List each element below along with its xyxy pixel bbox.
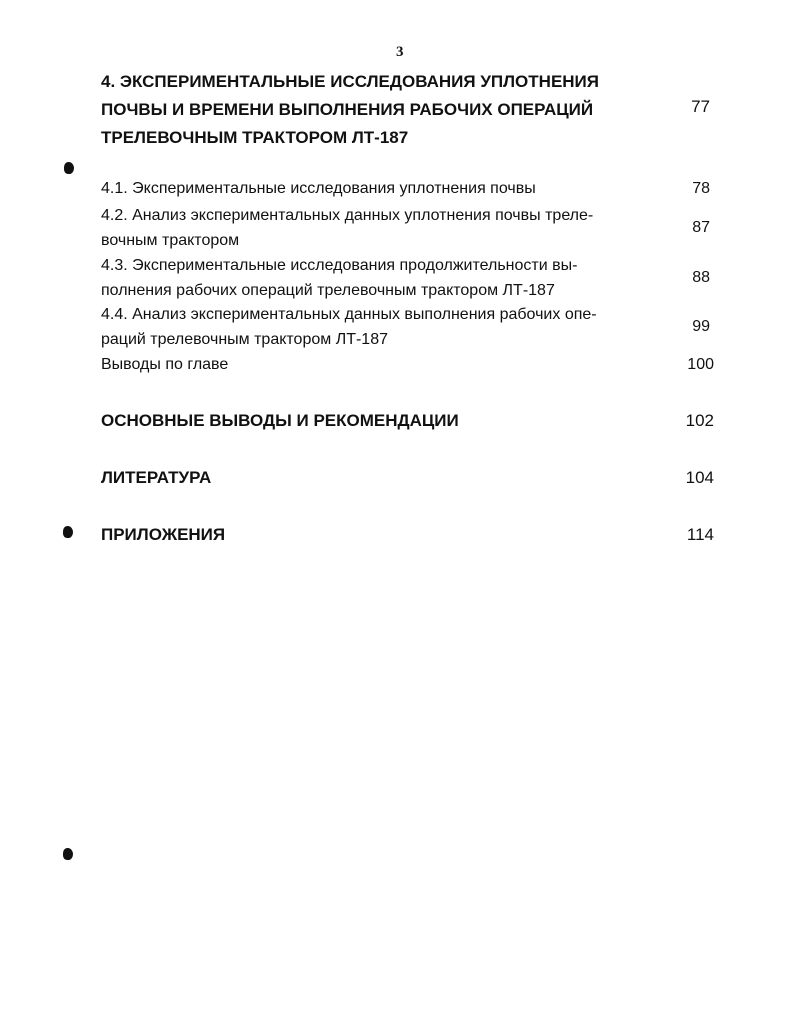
page-number: 3 bbox=[396, 44, 404, 60]
main-entry-page: 114 bbox=[686, 525, 714, 544]
section-title bbox=[101, 203, 593, 253]
section-page: 88 bbox=[692, 269, 710, 286]
section-title-line: 4.3. Экспериментальные исследования продолжительности вы- bbox=[101, 257, 578, 274]
main-entry-page: 104 bbox=[685, 468, 714, 487]
binder-hole-mark bbox=[63, 848, 73, 860]
chapter-title bbox=[101, 68, 599, 152]
section-page: 78 bbox=[692, 180, 710, 197]
section-title-line: 4.2. Анализ экспериментальных данных уплотнения почвы треле- bbox=[101, 207, 594, 224]
section-title-line: 4.1. Экспериментальные исследования уплотнения почвы bbox=[101, 180, 536, 197]
section-title-line: раций трелевочным трактором ЛТ-187 bbox=[101, 331, 388, 348]
section-title bbox=[101, 302, 597, 352]
section-page: 100 bbox=[687, 356, 714, 373]
main-entry-page: 102 bbox=[685, 411, 714, 430]
section-title bbox=[101, 176, 536, 201]
chapter-title-line: ТРЕЛЕВОЧНЫМ ТРАКТОРОМ ЛТ-187 bbox=[101, 128, 409, 147]
section-title bbox=[101, 352, 228, 377]
section-title-line: вочным трактором bbox=[101, 232, 240, 249]
main-entry-title: ЛИТЕРАТУРА bbox=[101, 468, 212, 487]
main-entry-title: ПРИЛОЖЕНИЯ bbox=[101, 525, 226, 544]
binder-hole-mark bbox=[63, 526, 73, 538]
section-title-line: 4.4. Анализ экспериментальных данных выполнения рабочих опе- bbox=[101, 306, 597, 323]
chapter-page: 77 bbox=[691, 97, 710, 116]
chapter-title-line: ПОЧВЫ И ВРЕМЕНИ ВЫПОЛНЕНИЯ РАБОЧИХ ОПЕРАЦИЙ bbox=[101, 100, 594, 119]
chapter-title-line: 4. ЭКСПЕРИМЕНТАЛЬНЫЕ ИССЛЕДОВАНИЯ УПЛОТНЕНИЯ bbox=[101, 72, 599, 91]
section-title-line: Выводы по главе bbox=[101, 356, 229, 373]
section-title-line: полнения рабочих операций трелевочным трактором ЛТ-187 bbox=[101, 282, 555, 299]
section-page: 99 bbox=[692, 318, 710, 335]
binder-hole-mark bbox=[64, 162, 74, 174]
main-entry-title: ОСНОВНЫЕ ВЫВОДЫ И РЕКОМЕНДАЦИИ bbox=[101, 411, 459, 430]
section-page: 87 bbox=[692, 219, 710, 236]
section-title bbox=[101, 253, 577, 303]
